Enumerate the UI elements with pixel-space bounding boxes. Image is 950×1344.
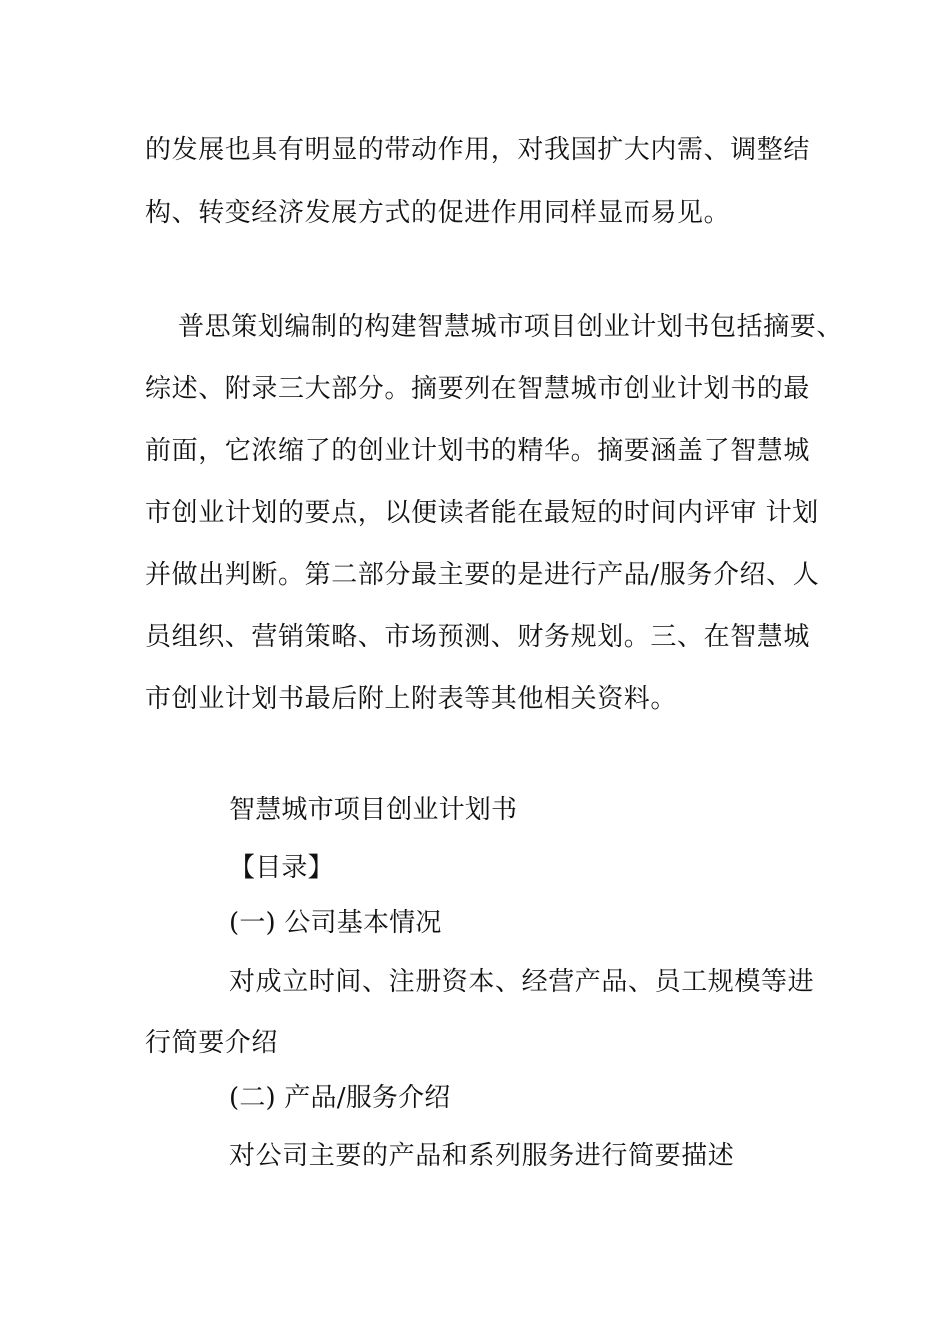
toc-section-2-desc: 对公司主要的产品和系列服务进行简要描述 xyxy=(229,1141,735,1171)
paragraph-1-line-2: 构、转变经济发展方式的促进作用同样显而易见。 xyxy=(145,198,731,228)
paragraph-1-line-1: 的发展也具有明显的带动作用，对我国扩大内需、调整结 xyxy=(145,135,811,165)
toc-heading: 【目录】 xyxy=(229,853,334,883)
toc-section-1-desc-line-2: 行简要介绍 xyxy=(145,1028,279,1058)
paragraph-2-line-3: 前面，它浓缩了的创业计划书的精华。摘要涵盖了智慧城 xyxy=(145,436,811,466)
paragraph-2-line-4: 市创业计划的要点，以便读者能在最短的时间内评审 计划 xyxy=(145,498,819,528)
toc-section-1-desc-line-1: 对成立时间、注册资本、经营产品、员工规模等进 xyxy=(229,967,815,997)
paragraph-2-line-6: 员组织、营销策略、市场预测、财务规划。三、在智慧城 xyxy=(145,622,811,652)
paragraph-2-line-7: 市创业计划书最后附上附表等其他相关资料。 xyxy=(145,684,678,714)
toc-section-1-title: (一) 公司基本情况 xyxy=(229,908,442,938)
paragraph-2-line-5: 并做出判断。第二部分最主要的是进行产品/服务介绍、人 xyxy=(145,560,820,590)
toc-section-2-title: (二) 产品/服务介绍 xyxy=(229,1083,451,1113)
paragraph-2-line-1: 普思策划编制的构建智慧城市项目创业计划书包括摘要、 xyxy=(178,312,844,342)
toc-document-title: 智慧城市项目创业计划书 xyxy=(229,795,518,825)
paragraph-2-line-2: 综述、附录三大部分。摘要列在智慧城市创业计划书的最 xyxy=(145,374,811,404)
